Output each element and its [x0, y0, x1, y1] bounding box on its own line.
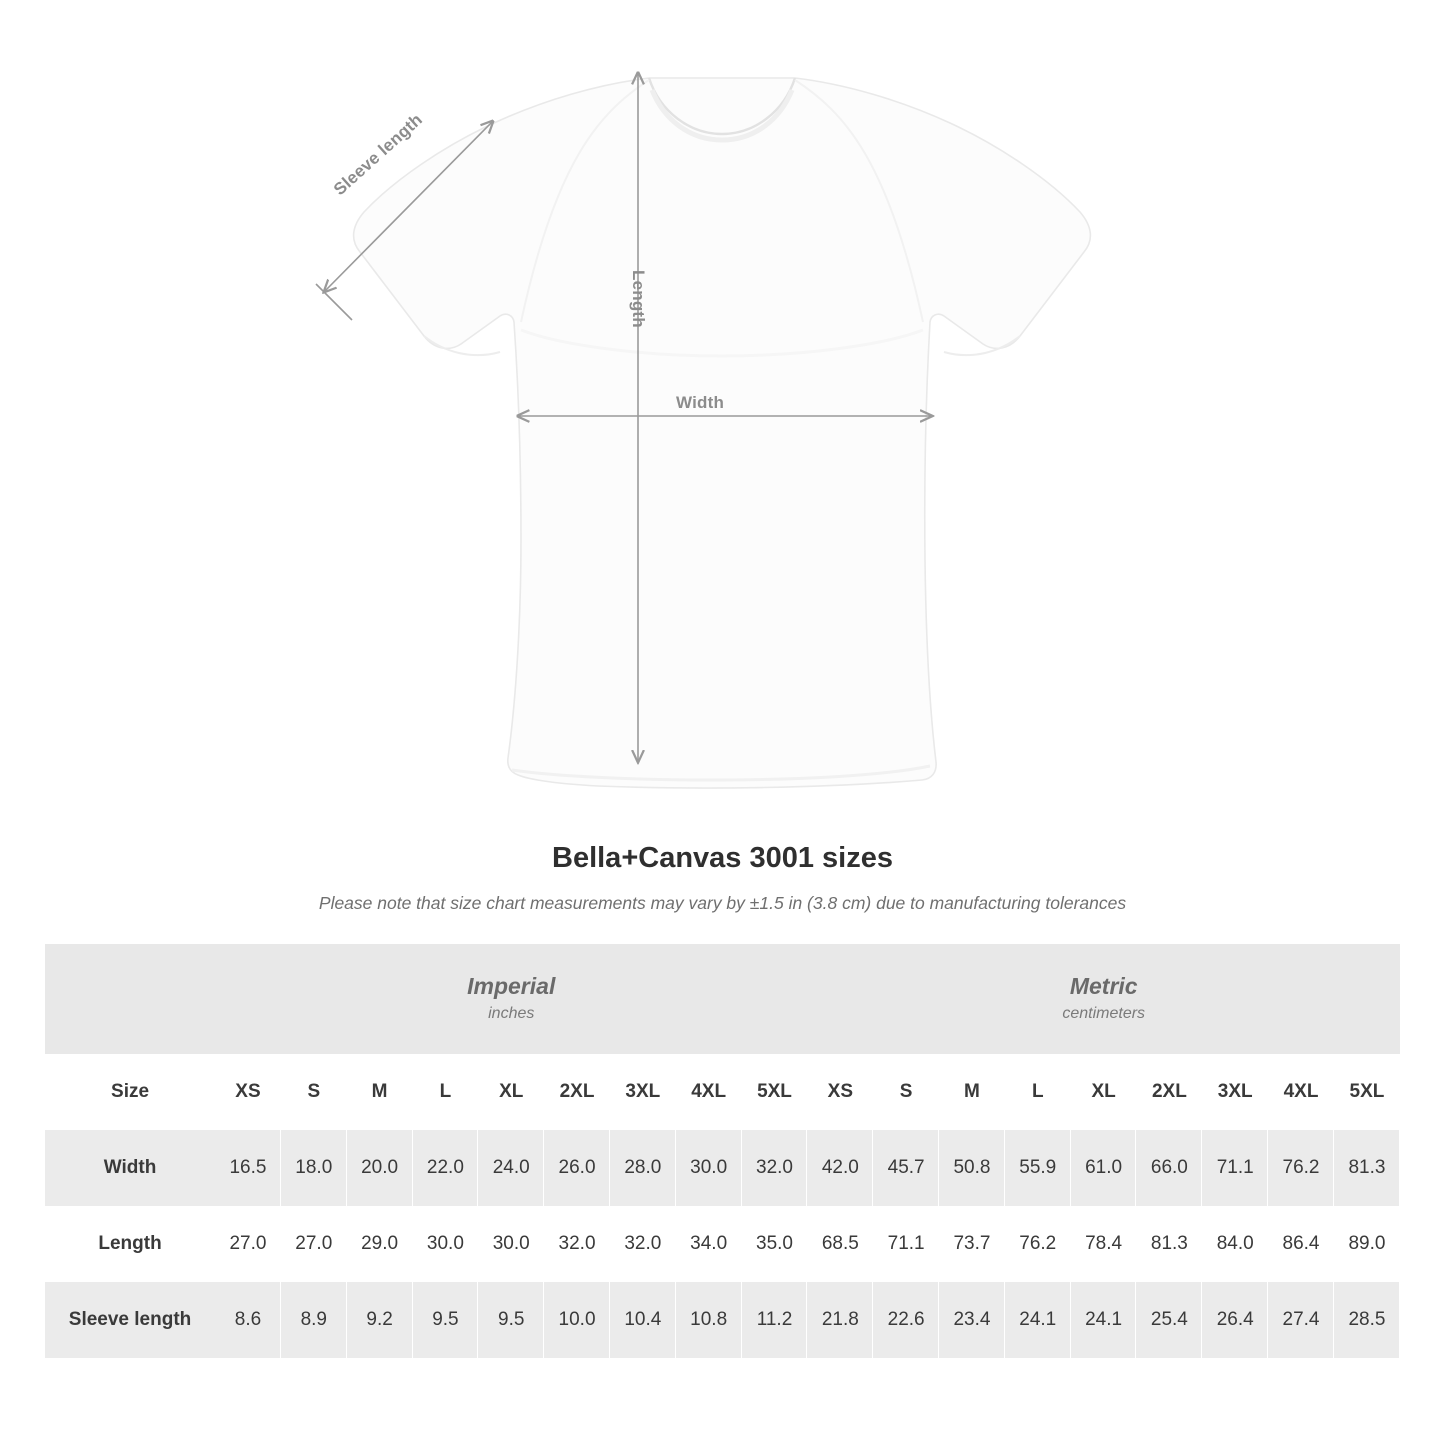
cell-3-16: 26.4 — [1202, 1282, 1268, 1358]
sleeve-length-label: Sleeve length — [330, 109, 427, 200]
row-label-1: Width — [45, 1130, 215, 1206]
size-header-cell-17: 4XL — [1268, 1054, 1334, 1130]
cell-1-15: 66.0 — [1136, 1130, 1202, 1206]
size-header-cell-13: L — [1005, 1054, 1071, 1130]
unit-sub-label: inches — [488, 1004, 535, 1022]
cell-1-6: 26.0 — [544, 1130, 610, 1206]
row-label-2: Length — [45, 1206, 215, 1282]
size-table — [45, 944, 1400, 1358]
size-table-wrap — [45, 944, 1400, 1358]
size-header-cell-6: 2XL — [544, 1054, 610, 1130]
cell-1-1: 16.5 — [215, 1130, 281, 1206]
cell-3-2: 8.9 — [281, 1282, 347, 1358]
cell-1-2: 18.0 — [281, 1130, 347, 1206]
size-header-cell-12: M — [939, 1054, 1005, 1130]
cell-1-18: 81.3 — [1334, 1130, 1400, 1206]
cell-1-17: 76.2 — [1268, 1130, 1334, 1206]
cell-2-12: 73.7 — [939, 1206, 1005, 1282]
size-header-cell-16: 3XL — [1202, 1054, 1268, 1130]
cell-1-8: 30.0 — [676, 1130, 742, 1206]
cell-3-12: 23.4 — [939, 1282, 1005, 1358]
unit-group-1 — [215, 944, 807, 1054]
tshirt-shape — [354, 78, 1091, 788]
size-header-cell-8: 4XL — [676, 1054, 742, 1130]
cell-2-5: 30.0 — [478, 1206, 544, 1282]
cell-3-14: 24.1 — [1071, 1282, 1137, 1358]
size-header-cell-1: XS — [215, 1054, 281, 1130]
cell-2-6: 32.0 — [544, 1206, 610, 1282]
cell-3-15: 25.4 — [1136, 1282, 1202, 1358]
cell-1-10: 42.0 — [807, 1130, 873, 1206]
size-header-row — [45, 1054, 1400, 1130]
size-header-cell-2: S — [281, 1054, 347, 1130]
cell-2-2: 27.0 — [281, 1206, 347, 1282]
unit-system-label: Imperial — [467, 972, 556, 999]
cell-2-10: 68.5 — [807, 1206, 873, 1282]
size-header-cell-5: XL — [478, 1054, 544, 1130]
cell-3-9: 11.2 — [742, 1282, 808, 1358]
cell-1-3: 20.0 — [347, 1130, 413, 1206]
size-header-cell-4: L — [413, 1054, 479, 1130]
cell-3-5: 9.5 — [478, 1282, 544, 1358]
cell-1-5: 24.0 — [478, 1130, 544, 1206]
cell-3-13: 24.1 — [1005, 1282, 1071, 1358]
cell-3-4: 9.5 — [413, 1282, 479, 1358]
size-header-cell-10: XS — [807, 1054, 873, 1130]
cell-2-1: 27.0 — [215, 1206, 281, 1282]
cell-1-9: 32.0 — [742, 1130, 808, 1206]
cell-2-3: 29.0 — [347, 1206, 413, 1282]
unit-system-label: Metric — [1069, 972, 1138, 999]
cell-2-7: 32.0 — [610, 1206, 676, 1282]
unit-sub-label: centimeters — [1062, 1004, 1146, 1022]
cell-2-13: 76.2 — [1005, 1206, 1071, 1282]
cell-2-18: 89.0 — [1334, 1206, 1400, 1282]
cell-3-6: 10.0 — [544, 1282, 610, 1358]
cell-3-3: 9.2 — [347, 1282, 413, 1358]
cell-3-7: 10.4 — [610, 1282, 676, 1358]
cell-2-9: 35.0 — [742, 1206, 808, 1282]
cell-3-11: 22.6 — [873, 1282, 939, 1358]
size-header-cell-15: 2XL — [1136, 1054, 1202, 1130]
cell-2-16: 84.0 — [1202, 1206, 1268, 1282]
table-row — [45, 1130, 1400, 1206]
size-header-cell-9: 5XL — [742, 1054, 808, 1130]
cell-2-15: 81.3 — [1136, 1206, 1202, 1282]
length-label: Length — [629, 270, 648, 328]
row-label-3: Sleeve length — [45, 1282, 215, 1358]
tolerance-note: Please note that size chart measurements may vary by ±1.5 in (3.8 cm) due to manufacturing tolerances — [318, 893, 1127, 913]
cell-2-8: 34.0 — [676, 1206, 742, 1282]
size-header-cell-3: M — [347, 1054, 413, 1130]
size-row-header: Size — [45, 1054, 215, 1130]
unit-group-2 — [807, 944, 1400, 1054]
table-row — [45, 1206, 1400, 1282]
table-row — [45, 1282, 1400, 1358]
size-header-cell-18: 5XL — [1334, 1054, 1400, 1130]
cell-1-4: 22.0 — [413, 1130, 479, 1206]
size-header-cell-14: XL — [1071, 1054, 1137, 1130]
cell-1-14: 61.0 — [1071, 1130, 1137, 1206]
cell-3-1: 8.6 — [215, 1282, 281, 1358]
cell-1-11: 45.7 — [873, 1130, 939, 1206]
cell-3-10: 21.8 — [807, 1282, 873, 1358]
size-header-cell-11: S — [873, 1054, 939, 1130]
cell-1-16: 71.1 — [1202, 1130, 1268, 1206]
chart-header — [0, 842, 1445, 914]
cell-3-18: 28.5 — [1334, 1282, 1400, 1358]
sleeve-tick — [316, 284, 352, 320]
cell-3-8: 10.8 — [676, 1282, 742, 1358]
cell-1-7: 28.0 — [610, 1130, 676, 1206]
cell-2-14: 78.4 — [1071, 1206, 1137, 1282]
width-label: Width — [676, 393, 725, 412]
cell-2-17: 86.4 — [1268, 1206, 1334, 1282]
page-title: Bella+Canvas 3001 sizes — [552, 842, 893, 874]
unit-header-row — [45, 944, 1400, 1054]
cell-1-12: 50.8 — [939, 1130, 1005, 1206]
size-header-cell-7: 3XL — [610, 1054, 676, 1130]
unit-header-spacer — [45, 944, 215, 1054]
cell-1-13: 55.9 — [1005, 1130, 1071, 1206]
cell-3-17: 27.4 — [1268, 1282, 1334, 1358]
cell-2-11: 71.1 — [873, 1206, 939, 1282]
cell-2-4: 30.0 — [413, 1206, 479, 1282]
